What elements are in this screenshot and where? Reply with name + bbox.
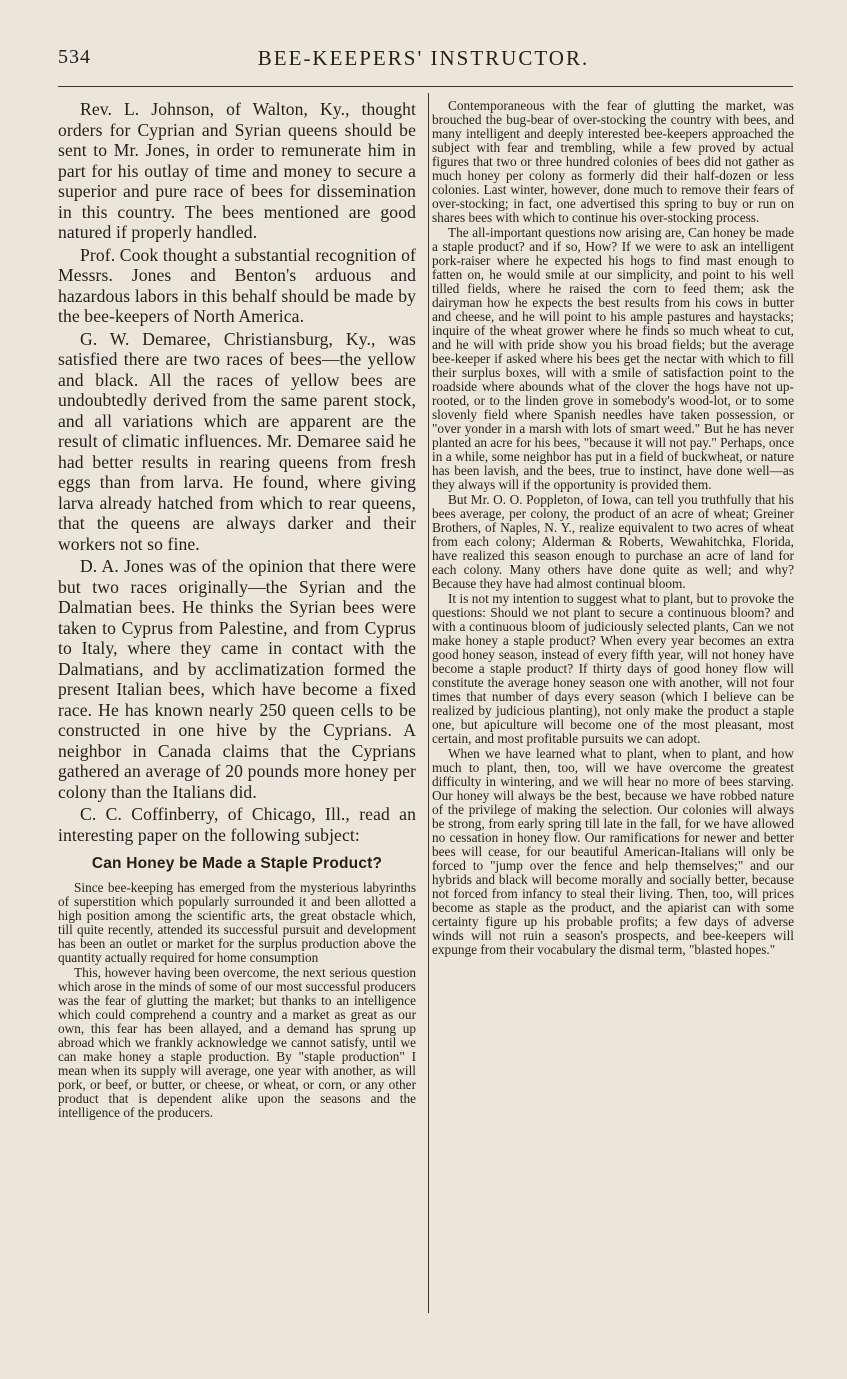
right-column — [432, 99, 794, 957]
essay-paragraph: When we have learned what to plant, when to plant, and how much to plant, then, too, will we have overcome the greatest difficulty in wintering, and we will hear no more of bees starving. Our honey will always be the best, because we have robbed nature of the privilege of making the selection. Our colonies will always be strong, from early spring till late in the fall, for we have allowed no cessation in honey flow. Our ramifications for newer and better bees will cease, for our beautiful American-Italians will only be forced to "jump over the fence and help themselves;" and our hybrids and black will become morally and socially better, because not forced from infancy to steal their living. Then, too, will prices become as staple as the product, and the apiarist can with some certainty figure up his probable profits; a few days of adverse winds will not ruin a season's prospects, and bee-keepers will expunge from their vocabulary the dismal term, "blasted hopes." — [432, 746, 794, 957]
paragraph-johnson: Rev. L. Johnson, of Walton, Ky., thought orders for Cyprian and Syrian queens should be sent to Mr. Jones, in order to remunerate him in part for his outlay of time and money to secure a superior and pure race of bees for dissemination in this country. The bees mentioned are good natured if properly handled. — [58, 99, 416, 242]
paragraph-demaree: G. W. Demaree, Christiansburg, Ky., was satisfied there are two races of bees—the yellow and black. All the races of yellow bees are undoubtedly derived from the same parent stock, and all variations which are apparent are the result of climatic influences. Mr. Demaree said he had better results in rearing queens from fresh eggs than from larva. He found, where giving larva already hatched from which to rear queens, that the queens are always darker and their workers not so fine. — [58, 328, 416, 554]
essay-paragraph: But Mr. O. O. Poppleton, of Iowa, can tell you truthfully that his bees average, per colony, the product of an acre of wheat; Greiner Brothers, of Naples, N. Y., realize equivalent to two acres of wheat from each colony; Alderman & Roberts, Wewahitchka, Florida, have realized this season enough to purchase an acre of land for each colony. Many others have done quite as well; and why? Because they have had almost continual bloom. — [432, 492, 794, 591]
running-title: BEE-KEEPERS' INSTRUCTOR. — [257, 46, 590, 70]
essay-paragraph: This, however having been overcome, the next serious question which arose in the minds of some of our most successful producers was the fear of glutting the market; but thanks to an intelligence which could comprehend a country and a market as great as our own, this fear has been allayed, and a demand has sprung up abroad which we frankly acknowledge we cannot satisfy, until we can make honey a staple production. By "staple production" I mean when its supply will average, one year with another, as will pork, or beef, or butter, or cheese, or wheat, or corn, or any other product that is dependent alike upon the seasons and the intelligence of the producers. — [58, 965, 416, 1120]
essay-paragraph: It is not my intention to suggest what to plant, but to provoke the questions: Should we not plant to secure a continuous bloom? and with a continuous bloom of judiciously selected plants, Can we not make honey a staple product? When every year becomes an extra good honey season, instead of every fifth year, will not honey have become a staple product? If thirty days of good honey flow will constitute the average honey season one with another, will not four times that number of days every season (which I believe can be realized by judicious planting), not only make the product a staple one, but apiculture will become one of the most pleasant, most certain, and most profitable pursuits we can adopt. — [432, 591, 794, 746]
left-column — [58, 99, 416, 1120]
paragraph-coffinberry: C. C. Coffinberry, of Chicago, Ill., read an interesting paper on the following subject: — [58, 804, 416, 845]
essay-paragraph: Since bee-keeping has emerged from the mysterious labyrinths of superstition which popularly surrounded it and been allotted a high position among the scientific arts, the great obstacle which, till quite recently, attended its successful pursuit and development has been an outlet or market for the surplus production above the quantity actually required for home consumption — [58, 880, 416, 965]
essay-paragraph: The all-important questions now arising are, Can honey be made a staple product? and if so, How? If we were to ask an intelligent pork-raiser where he expected his hogs to find mast enough to fatten on, he would smile at our simplicity, and point to his well tilled fields, where he raised the corn to feed them; ask the dairyman how he expects the best results from his cows in butter and cheese, and he will point to his ample pastures and haystacks; inquire of the wheat grower where he finds so much wheat to cut, and he will with pride show you his broad fields; but the average bee-keeper if asked where his bees get the nectar with which to fill their surplus boxes, will with a smile of satisfaction point to the roadside where abounds what of the clover the hogs have not up-rooted, or to the linden grove in somebody's wood-lot, or to some slovenly field where Spanish needles have taken possession, or "over yonder in a marsh with lots of smart weed." But he has never planted an acre for his bees, "because it will not pay." Perhaps, once in a while, some neighbor has put in a field of buckwheat, or nature has been lavish, and the bees, true to instinct, have done well—as they always will if the opportunity is provided them. — [432, 225, 794, 492]
essay-start — [58, 881, 416, 1120]
header-rule — [58, 86, 793, 87]
paragraph-jones: D. A. Jones was of the opinion that there were but two races originally—the Syrian and the Dalmatian bees. He thinks the Syrian bees were taken to Cyprus from Palestine, and from Cyprus to Italy, where they came in contact with the Dalmatians, and by acclimatization formed the present Italian bees, which have become a fixed race. He has known nearly 250 queen cells to be constructed in one hive by the Cyprians. A neighbor in Canada claims that the Cyprians gathered an average of 20 pounds more honey per colony than the Italians did. — [58, 556, 416, 802]
discussion-section — [58, 99, 416, 845]
essay-paragraph: Contemporaneous with the fear of glutting the market, was brouched the bug-bear of over-stocking the country with bees, and many intelligent and deeply interested bee-keepers approached the subject with fear and trembling, while a few proved by actual figures that two or three hundred colonies of bees did not gather as much honey per colony as formerly did their half-dozen or less colonies. Last winter, however, done much to remove their fears of over-stocking; in fact, one advertised this spring to buy or run on shares bees with which to continue his over-stocking process. — [432, 98, 794, 225]
section-heading: Can Honey be Made a Staple Product? — [91, 855, 383, 872]
paragraph-cook: Prof. Cook thought a substantial recognition of Messrs. Jones and Benton's arduous and hazardous labors in this behalf should be made by the bee-keepers of North America. — [58, 244, 416, 326]
page-number: 534 — [58, 46, 91, 68]
column-divider — [428, 93, 429, 1313]
page-header — [0, 46, 847, 76]
